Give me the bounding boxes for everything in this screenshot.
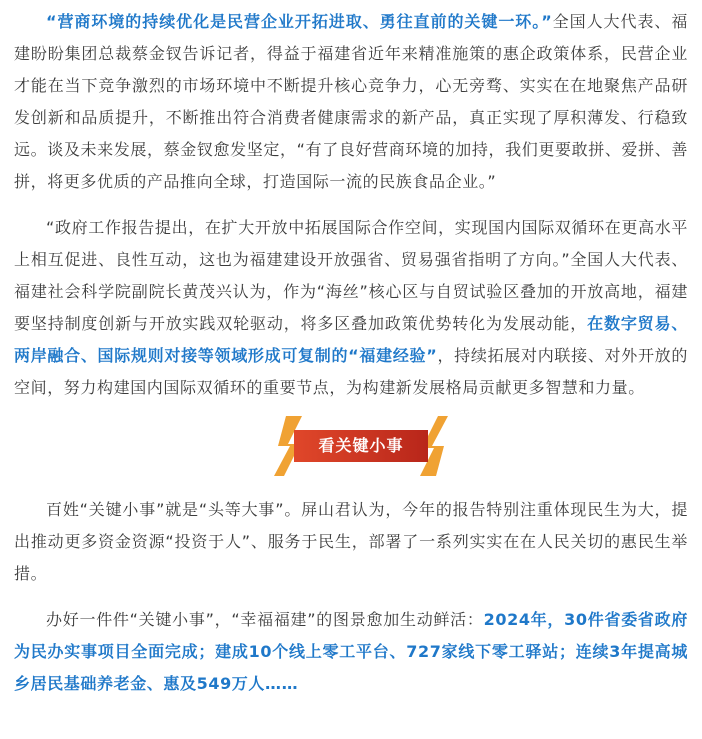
section-heading-label: 看关键小事 (318, 436, 404, 455)
paragraph-text: 全国人大代表、福建盼盼集团总裁蔡金钗告诉记者，得益于福建省近年来精准施策的惠企政策体系，民营企业才能在当下竞争激烈的市场环境中不断提升核心竞争力，心无旁骛、实实在在地聚焦产品研发创新和品质提升，不断推出符合消费者健康需求的新产品，真正实现了厚积薄发、行稳致远。谈及未来发展，蔡金钗愈发坚定，“有了良好营商环境的加持，我们更要敢拼、爱拼、善拼，将更多优质的产品推向全球，打造国际一流的民族食品企业。” (14, 12, 688, 191)
paragraph-text: ，持续拓展对内联接、对外开放的空间，努力构建国内国际双循环的重要节点，为构建新发展格局贡献更多智慧和力量。 (14, 346, 688, 397)
paragraph-opening-up (14, 212, 688, 404)
paragraph-text: 百姓“关键小事”就是“头等大事”。屏山君认为，今年的报告特别注重体现民生为大，提出推动更多资金资源“投资于人”、服务于民生，部署了一系列实实在在人民关切的惠民生举措。 (14, 500, 688, 583)
paragraph-business-environment (14, 6, 688, 198)
paragraph-text: “政府工作报告提出，在扩大开放中拓展国际合作空间，实现国内国际双循环在更高水平上相互促进、良性互动，这也为福建建设开放强省、贸易强省指明了方向。”全国人大代表、福建社会科学院副院长黄茂兴认为，作为“海丝”核心区与自贸试验区叠加的开放高地，福建要坚持制度创新与开放实践双轮驱动，将多区叠加政策优势转化为发展动能， (14, 218, 688, 333)
highlight-achievements: 2024年，30件省委省政府为民办实事项目全面完成；建成10个线上零工平台、727家线下零工驿站；连续3年提高城乡居民基础养老金、惠及549万人…… (14, 610, 688, 693)
paragraph-livelihood (14, 494, 688, 590)
paragraph-text: 办好一件件“关键小事”，“幸福福建”的图景愈加生动鲜活： (46, 610, 484, 629)
paragraph-happy-fujian (14, 604, 688, 700)
highlight-fujian-experience: 在数字贸易、两岸融合、国际规则对接等领域形成可复制的“福建经验” (14, 314, 688, 365)
section-heading-badge (274, 416, 448, 476)
section-heading (14, 412, 688, 482)
highlight-quote-business-environment: “营商环境的持续优化是民营企业开拓进取、勇往直前的关键一环。” (46, 12, 553, 31)
